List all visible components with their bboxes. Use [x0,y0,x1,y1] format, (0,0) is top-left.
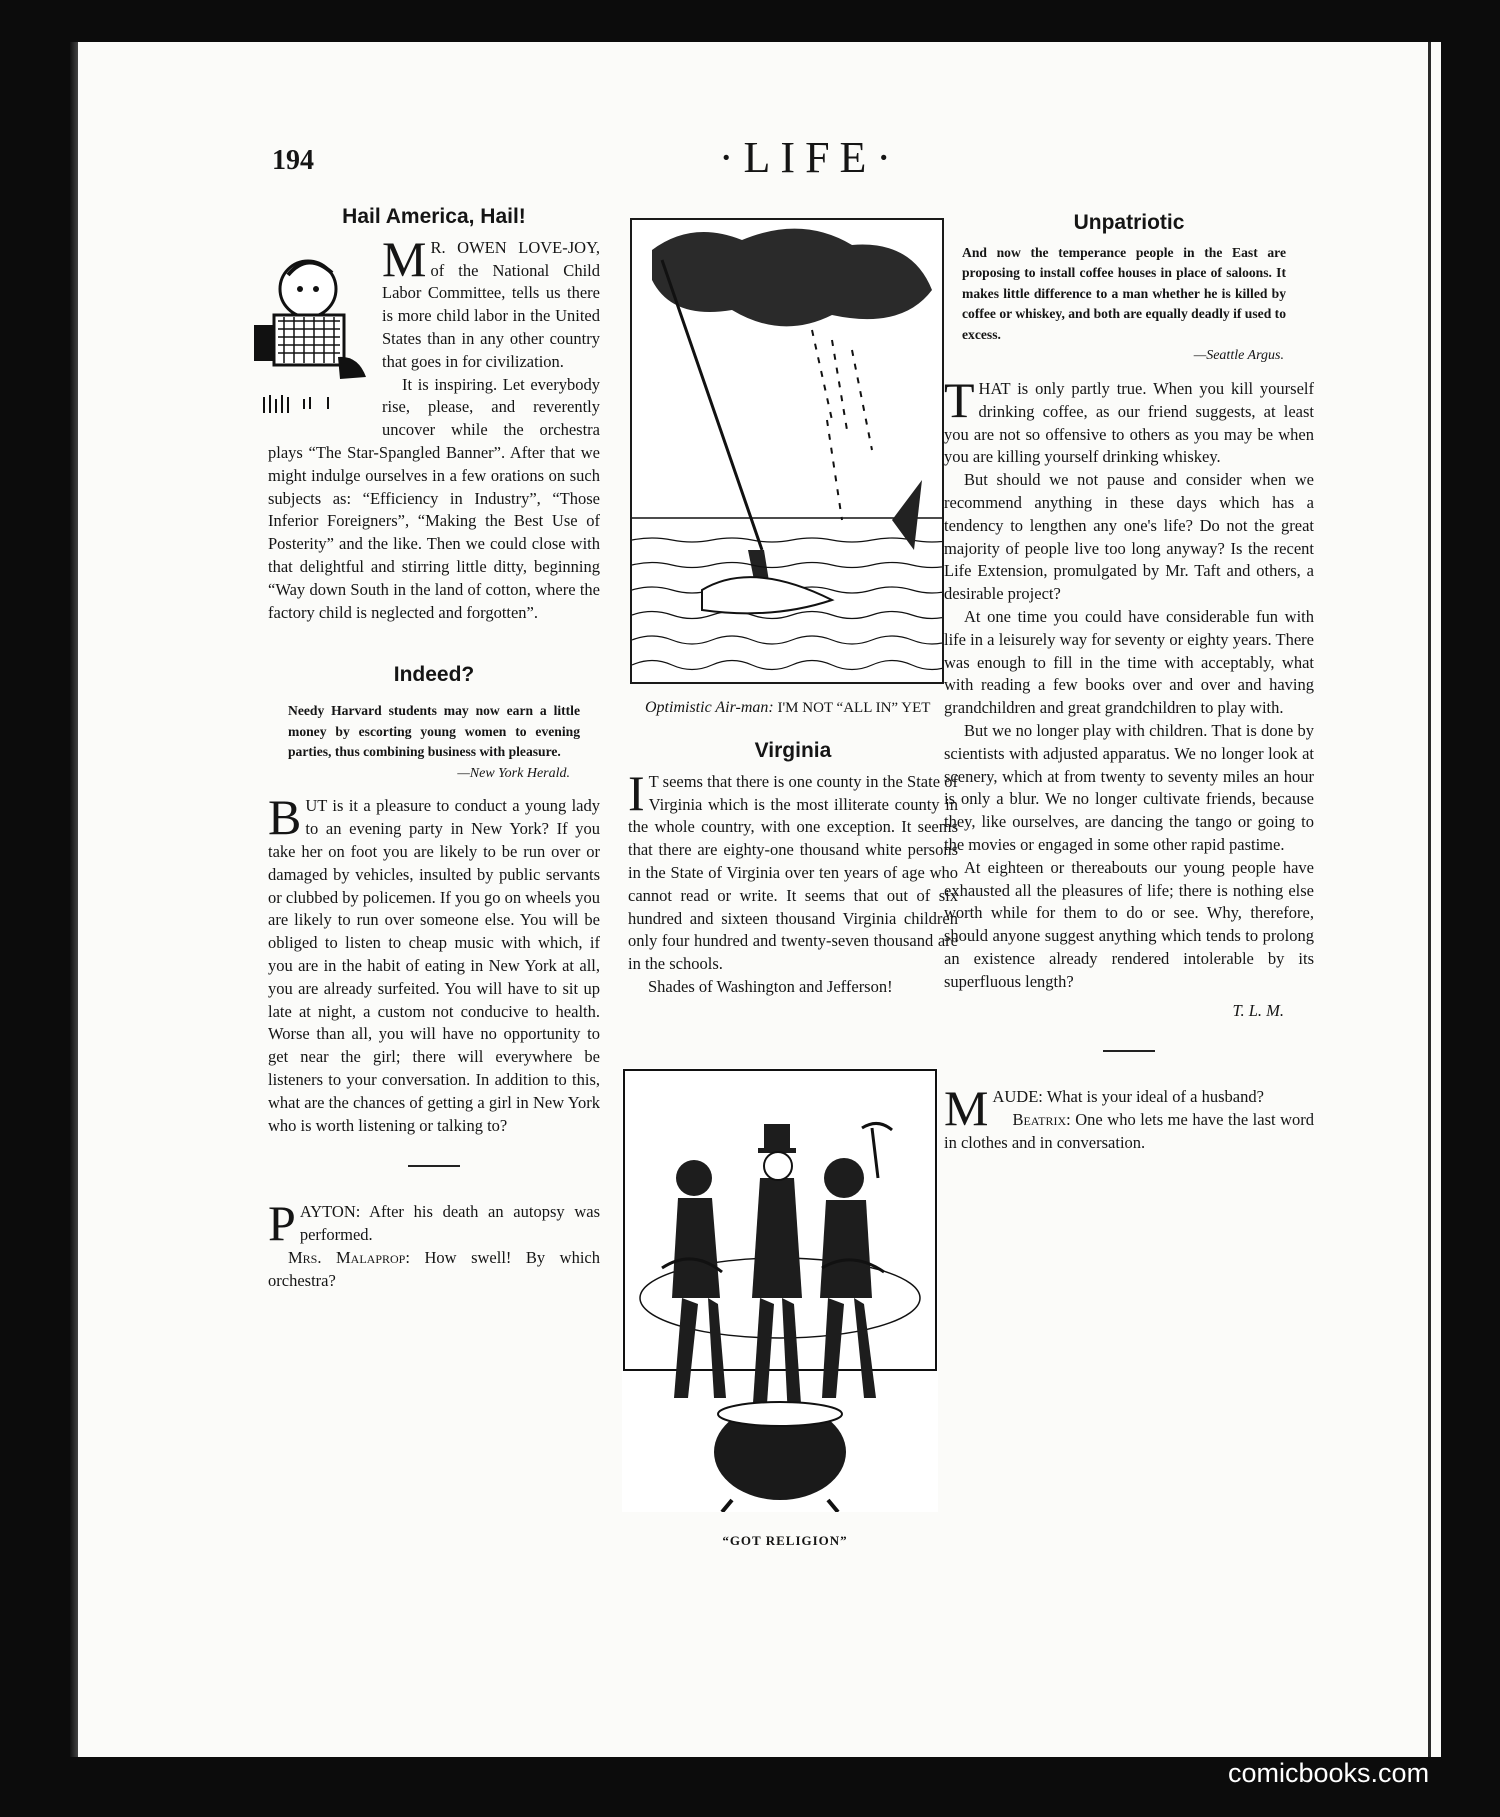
article-title-hail: Hail America, Hail! [342,205,526,228]
indeed-quote: Needy Harvard students may now earn a little money by escorting young women to evening parties, thus combining business with pleasure. [288,703,580,760]
hail-lead-paragraph: M R. OWEN LOVE-JOY, of the National Child Labor Committee, tells us there is more child labor in the United States than in any other country that goes in for civilization. [382,230,600,371]
airman-caption [645,698,965,718]
child-labor-illustration [248,237,376,427]
drop-cap: M [944,1080,989,1137]
drop-cap: B [268,789,302,846]
unpatriotic-p2: But should we not pause and consider when we recommend anything in these days which has a tendency to lengthen any one's life? Do not the great majority of people live too long anyway? Is the recent Life Extension, promulgated by Mr. Taft and others, a desirable project? [944,470,1314,604]
unpatriotic-attribution: —Seattle Argus. [1193,348,1284,364]
virginia-body: I T seems that there is one county in the State of Virginia which is the most illiterate county in the whole country, with one exception. It seems that there are eighty-one thousand white persons in the State of Virginia over ten years of age who cannot read or write. It seems that out of six hundred and sixteen thousand Virginia children only four hundred and twenty-seven thousand are in the schools. [628,764,958,974]
airman-caption-speaker: Optimistic Air-man: [645,699,774,716]
unpatriotic-p4: But we no longer play with children. That is done by scientists with adjusted apparatus. We no longer look at scenery, which at from twenty to seventy miles an hour is only a blur. We no longer cultivate friends, because they, like ourselves, are dancing the tango or going to the movies or engaged in some other rapid pastime. [944,721,1314,855]
drop-cap: T [944,372,975,429]
got-religion-caption: “GOT RELIGION” [722,1533,848,1548]
watermark-text: comicbooks.com [1228,1758,1430,1788]
got-religion-cartoon [622,1068,938,1512]
section-divider [1103,1050,1155,1052]
page-gutter [1428,42,1431,1757]
author-initials: T. L. M. [1232,1000,1284,1020]
virginia-closing: Shades of Washington and Jefferson! [648,976,893,996]
drop-cap: M [382,230,427,287]
virginia-article [628,740,958,999]
hail-second-paragraph: It is inspiring. Let everybody rise, please, and reverently uncover while the orchestra plays “The Star-Spangled Banner”. After that we might indulge ourselves in a few orations on such subjects as: “Efficiency in Industry”, “Those Inferior Foreigners”, “Making the Best Use of Posterity” and the like. Then we could close with that delightful and stirring little ditty, beginning “Way down South in the land of cotton, where the factory child is neglected and forgotten”. [268,374,600,622]
indeed-body: BUT is it a pleasure to conduct a young lady to an evening party in New York? If you take her on foot you are likely to be run over or damaged by vehicles, insulted by public servants or clubbed by policemen. If you go on wheels you are likely to run over someone else. You will be obliged to listen to cheap music with which, if you are in the habit of eating in New York at all, you are already surfeited. You will have to sit up late at night, a custom not conducive to health. Worse than all, you will have no opportunity to get near the girl; there will everywhere be listeners to your conversation. In addition to this, what are the chances of getting a girl in New York who is worth listening or talking to? [268,789,600,1135]
article-title-unpatriotic: Unpatriotic [1073,211,1185,234]
payton-joke: PAYTON: After his death an autopsy was performed. [268,1195,600,1252]
unpatriotic-article [944,212,1314,1155]
beatrix-line: Beatrix: One who lets me have the last word in clothes and in conversation. [944,1110,1315,1152]
airman-cartoon [630,218,944,684]
malaprop-line: Mrs. Malaprop: How swell! By which orchestra? [268,1247,601,1290]
maude-joke: MAUDE: What is your ideal of a husband? [944,1080,1264,1137]
drop-cap: I [628,764,645,821]
unpatriotic-p1: THAT is only partly true. When you kill yourself drinking coffee, as our friend suggests, at least you are not so offensive to others as you may be when you are killing yourself drinking whiskey. [944,372,1314,467]
unpatriotic-quote: And now the temperance people in the East are proposing to install coffee houses in place of saloons. It makes little difference to a man whether he is killed by coffee or whiskey, and both are equally deadly if used to excess. [962,244,1286,342]
section-divider [408,1165,460,1167]
airman-caption-text: I'M NOT “ALL IN” YET [777,700,931,716]
left-column [268,206,600,1293]
page-number: 194 [272,145,314,176]
page-edge-shadow [70,42,78,1757]
drop-cap: P [268,1195,296,1252]
masthead-title: ·LIFE· [718,133,902,182]
unpatriotic-p5: At eighteen or thereabouts our young people have exhausted all the pleasures of life; there is nothing else worth while for them to do or see. Why, therefore, should anyone suggest anything which tends to prolong an existence already rendered intolerable by its superfluous length? [944,857,1314,991]
article-title-indeed: Indeed? [393,663,475,687]
indeed-attribution: —New York Herald. [457,765,570,781]
unpatriotic-p3: At one time you could have considerable fun with life in a leisurely way for seventy or eighty years. There was enough to fill in the time with acceptably, what with reading a few books over and over and having grandchildren and great grandchildren to play with. [944,607,1314,718]
article-title-virginia: Virginia [754,739,832,762]
